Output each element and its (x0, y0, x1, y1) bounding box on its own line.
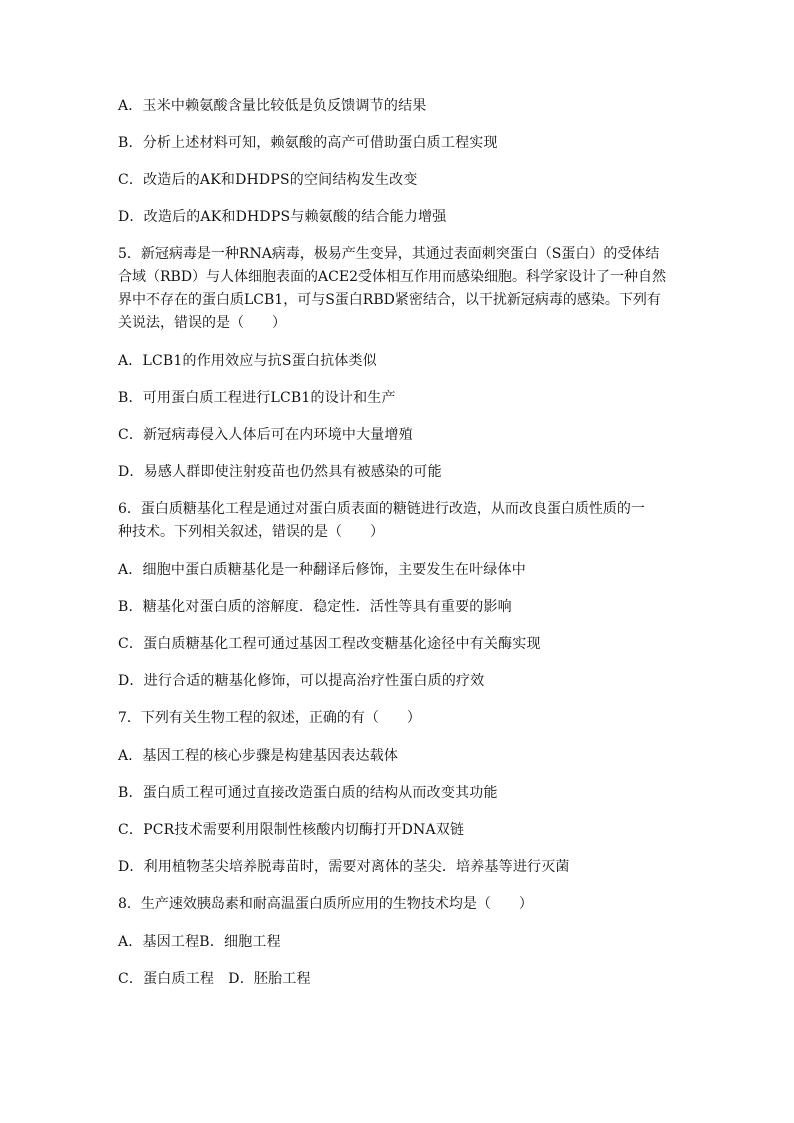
q5-stem-line-1: 5．新冠病毒是一种RNA病毒，极易产生变异，其通过表面刺突蛋白（S蛋白）的受体结 (118, 246, 660, 262)
q4-option-a: A．玉米中赖氨酸含量比较低是负反馈调节的结果 (118, 98, 427, 114)
q7-option-b: B．蛋白质工程可通过直接改造蛋白质的结构从而改变其功能 (118, 785, 498, 801)
q6-option-d: D．进行合适的糖基化修饰，可以提高治疗性蛋白质的疗效 (118, 673, 485, 689)
question-6-stem (118, 498, 678, 544)
q5-option-d: D．易感人群即使注射疫苗也仍然具有被感染的可能 (118, 464, 442, 480)
q5-stem-line-4: 关说法，错误的是（ ） (118, 315, 286, 331)
q8-stem-line-1: 8．生产速效胰岛素和耐高温蛋白质所应用的生物技术均是（ ） (118, 896, 533, 912)
q8-option-cd: C．蛋白质工程 D．胚胎工程 (118, 971, 311, 987)
question-8-stem (118, 893, 678, 916)
q5-stem-line-2: 合域（RBD）与人体细胞表面的ACE2受体相互作用而感染细胞。科学家设计了一种自然 (118, 269, 667, 285)
q6-option-c: C．蛋白质糖基化工程可通过基因工程改变糖基化途径中有关酶实现 (118, 636, 541, 652)
question-5-stem (118, 243, 678, 335)
q6-option-b: B．糖基化对蛋白质的溶解度．稳定性．活性等具有重要的影响 (118, 599, 512, 615)
q6-stem-line-1: 6．蛋白质糖基化工程是通过对蛋白质表面的糖链进行改造，从而改良蛋白质性质的一 (118, 501, 645, 517)
q7-stem-line-1: 7．下列有关生物工程的叙述，正确的有（ ） (118, 710, 421, 726)
q7-option-d: D．利用植物茎尖培养脱毒苗时，需要对离体的茎尖．培养基等进行灭菌 (118, 859, 570, 875)
q5-option-c: C．新冠病毒侵入人体后可在内环境中大量增殖 (118, 427, 413, 443)
q7-option-a: A．基因工程的核心步骤是构建基因表达载体 (118, 748, 399, 764)
q4-option-b: B．分析上述材料可知，赖氨酸的高产可借助蛋白质工程实现 (118, 135, 498, 151)
q8-option-ab: A．基因工程B．细胞工程 (118, 934, 281, 950)
q6-stem-line-2: 种技术。下列相关叙述，错误的是（ ） (118, 524, 384, 540)
q4-option-d: D．改造后的AK和DHDPS与赖氨酸的结合能力增强 (118, 209, 447, 225)
q5-option-b: B．可用蛋白质工程进行LCB1的设计和生产 (118, 390, 396, 406)
q6-option-a: A．细胞中蛋白质糖基化是一种翻译后修饰，主要发生在叶绿体中 (118, 562, 526, 578)
q5-option-a: A．LCB1的作用效应与抗S蛋白抗体类似 (118, 353, 377, 369)
q4-option-c: C．改造后的AK和DHDPS的空间结构发生改变 (118, 172, 418, 188)
question-7-stem (118, 707, 678, 730)
document-content (118, 95, 678, 1005)
q7-option-c: C．PCR技术需要利用限制性核酸内切酶打开DNA双链 (118, 822, 465, 838)
q5-stem-line-3: 界中不存在的蛋白质LCB1，可与S蛋白RBD紧密结合，以干扰新冠病毒的感染。下列有 (118, 292, 661, 308)
